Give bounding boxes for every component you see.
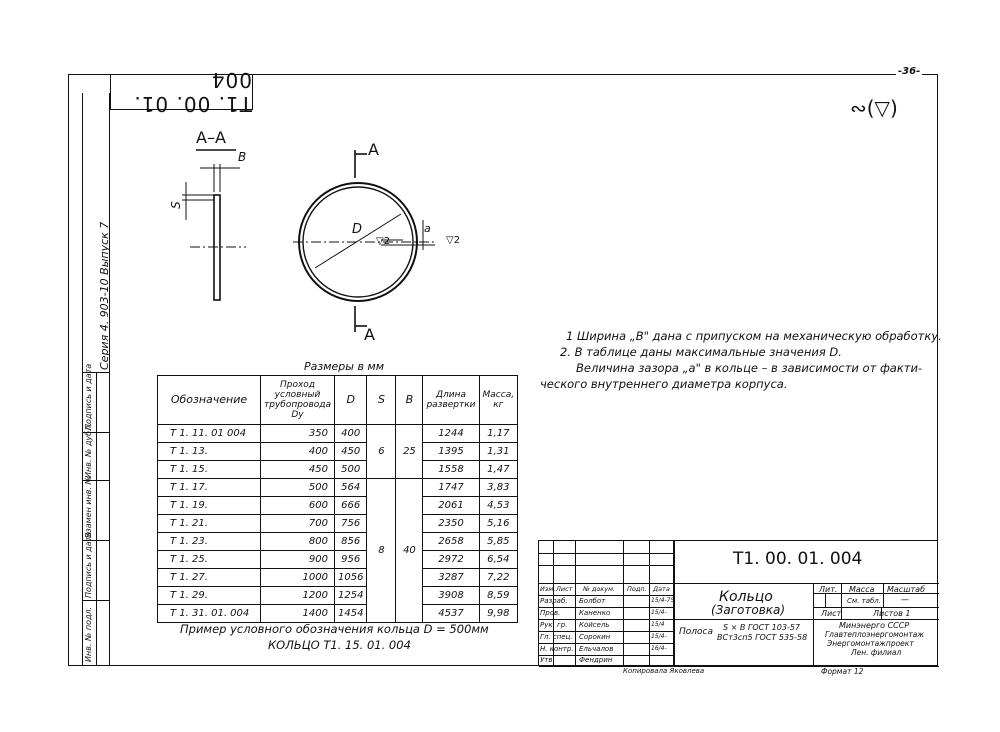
table-row: Т 1. 19. 600 666 2061 4,53 [158,497,518,515]
tb-line [649,541,650,667]
col-header: D [334,376,366,425]
tb-line [813,607,939,608]
tb-sheets: Листов 1 [873,609,911,618]
tb-line [539,631,673,632]
table-row: Т 1. 21. 700 756 2350 5,16 [158,515,518,533]
b-group-1: 25 [396,425,423,479]
section-drawing [160,140,260,310]
tb-line [813,619,939,620]
tb-hdr-mass: Масса [849,585,875,594]
rotated-designation-stamp: Т1. 00. 01. 004 [110,74,253,110]
tb-material-label: Полоса [679,627,713,637]
strip-label: Подпись и дата [84,531,93,598]
tb-line [813,583,814,667]
dim-s-label: S [168,201,183,209]
tb-person: Сорокин [579,633,611,641]
tb-col-date: Дата [653,585,670,593]
cut-label-top: А [368,140,379,159]
tb-org-3: Энергомонтажпроект [827,639,914,648]
tb-line [673,541,675,667]
tb-date: 15/4 [651,621,665,628]
tb-subname: (Заготовка) [711,603,786,617]
tb-date: 16/4- [651,645,667,652]
tb-line [539,619,673,620]
table-row: Т 1. 17. 500 564 8 40 1747 3,83 [158,479,518,497]
table-row: Т 1. 11. 01 004 350 400 6 25 1244 1,17 [158,425,518,443]
cut-label-bottom: А [364,325,375,344]
tb-person: Каненко [579,609,611,617]
tb-line [539,595,673,596]
note-4: ческого внутреннего диаметра корпуса. [540,377,788,391]
tb-hdr-lit: Лит. [819,585,838,594]
table-row: Т 1. 23. 800 856 2658 5,85 [158,533,518,551]
strip-label: Инв. № подл. [84,606,93,662]
tb-sheet: Лист [821,609,842,618]
tb-col-izm: Изм. [540,585,556,593]
note-3: Величина зазора „а" в кольце – в зависимости от факти- [576,361,923,375]
tb-line [539,607,673,608]
tb-line [825,593,826,607]
tb-role: Разраб. [540,597,568,605]
dimensions-table [157,375,518,623]
s-group-1: 6 [367,425,396,479]
tb-name: Кольцо [719,589,773,605]
roughness-2: ▽2 [446,235,461,246]
tb-line [883,583,884,607]
table-row: Т 1. 15. 450 500 1558 1,47 [158,461,518,479]
strip-label: Инв. № дубл. [84,423,93,478]
tb-mass-value: См. табл. [847,597,882,605]
col-header: Проход условный трубопровода Dу [261,376,335,425]
tb-person: Ельчалов [579,645,614,653]
col-header: В [396,376,423,425]
col-header: Масса, кг [479,376,518,425]
table-header-row [158,376,518,425]
tb-col-doc: № докум. [583,585,616,593]
tb-format: Формат 12 [821,667,864,676]
strip-label: Взамен инв. № [84,476,93,538]
example-line-1: Пример условного обозначения кольца D = 500мм [180,622,489,636]
col-header: Обозначение [158,376,261,425]
tb-hdr-scale: Масштаб [887,585,926,594]
dim-a-label: a [424,222,431,235]
tb-designation: Т1. 00. 01. 004 [733,549,863,569]
tb-org-2: Главтеплоэнергомонтаж [825,630,925,639]
b-group-2: 40 [396,479,423,623]
tb-role: Утв. [540,656,555,664]
tb-date: 15/4-75 [651,597,675,604]
tb-role: Н. контр. [540,645,574,653]
tb-org-4: Лен. филиал [851,648,902,657]
s-group-2: 8 [367,479,396,623]
roughness-mark: ∾(▽) [850,96,898,120]
table-caption: Размеры в мм [304,360,385,373]
tb-line [673,619,813,620]
section-label: А–А [196,128,226,147]
series-label: Серия 4. 903-10 Выпуск 7 [98,221,111,370]
tb-person: Болбот [579,597,606,605]
tb-col-list: Лист [556,585,573,593]
tb-line [575,541,576,667]
tb-material-1: S × В ГОСТ 103-57 [723,623,801,632]
table-row: Т 1. 29. 1200 1254 3908 8,59 [158,587,518,605]
col-header: Длина развертки [423,376,479,425]
dim-b-label: В [238,150,247,164]
strip-label: Подпись и дата [84,363,93,430]
tb-org-1: Минэнерго СССР [839,621,910,630]
dim-d-label: D [352,222,363,237]
table-row: Т 1. 31. 01. 004 1400 1454 4537 9,98 [158,605,518,623]
col-header: S [367,376,396,425]
tb-date: 15/4- [651,633,667,640]
table-row: Т 1. 13. 400 450 1395 1,31 [158,443,518,461]
tb-line [539,666,939,667]
tb-line [539,553,673,554]
note-1: 1 Ширина „В" дана с припуском на механическую обработку. [566,329,942,343]
tb-col-sign: Подп. [627,585,647,593]
table-row: Т 1. 27. 1000 1056 3287 7,22 [158,569,518,587]
title-block [538,540,938,676]
page-number: -36- [898,66,921,77]
tb-scale-value: — [901,595,909,604]
tb-line [539,565,673,566]
table-row: Т 1. 25. 900 956 2972 6,54 [158,551,518,569]
tb-person: Фендрин [579,656,613,664]
strip-inner-line [96,372,97,665]
tb-role: Рук. гр. [540,621,568,629]
example-line-2: КОЛЬЦО Т1. 15. 01. 004 [268,638,411,652]
tb-material-2: ВСт3сп5 ГОСТ 535-58 [717,633,808,642]
tb-person: Койсель [579,621,610,629]
tb-date: 15/4- [651,609,667,616]
tb-role: Пров. [540,609,561,617]
tb-role: Гл. спец. [540,633,573,641]
roughness-1: ▽2 [376,236,391,247]
tb-line [623,541,624,667]
tb-line [539,643,673,644]
tb-copied-by: Копировала Яковлева [623,667,705,675]
note-2: 2. В таблице даны максимальные значения D. [560,345,842,359]
